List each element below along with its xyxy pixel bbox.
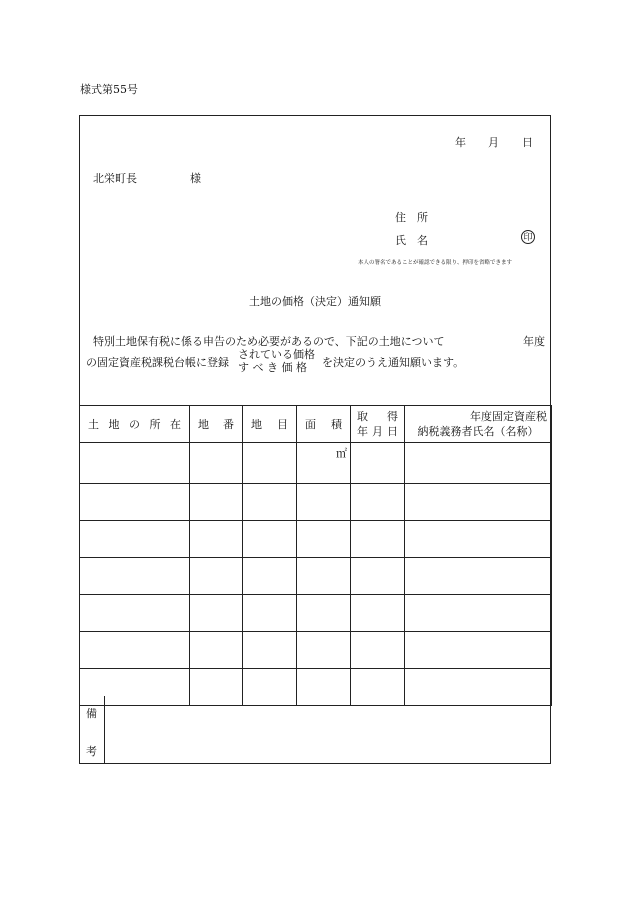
cell-acquired[interactable] [351, 558, 405, 595]
header-location: 土地の所在 [80, 406, 190, 443]
form-number: 様式第55号 [80, 83, 138, 96]
cell-category[interactable] [243, 558, 297, 595]
table-header-row [80, 406, 552, 443]
cell-lot-number[interactable] [190, 484, 243, 521]
cell-category[interactable] [243, 521, 297, 558]
cell-taxpayer[interactable] [405, 558, 552, 595]
remarks-label-top: 備 [86, 707, 97, 720]
cell-lot-number[interactable] [190, 443, 243, 484]
header-acquired-line1: 取 得 [357, 410, 398, 423]
cell-location[interactable] [80, 632, 190, 669]
cell-taxpayer[interactable] [405, 595, 552, 632]
option-registered-price: されている価格 [238, 348, 315, 361]
table-row [80, 595, 552, 632]
cell-category[interactable] [243, 632, 297, 669]
cell-acquired[interactable] [351, 595, 405, 632]
cell-lot-number[interactable] [190, 595, 243, 632]
table-row [80, 484, 552, 521]
body-year: 年度 [523, 335, 545, 348]
addressee-name: 北栄町長 [93, 172, 137, 185]
address-label-2: 所 [417, 211, 428, 224]
cell-location[interactable] [80, 443, 190, 484]
document-title: 土地の価格（決定）通知願 [249, 295, 381, 308]
header-taxpayer-line2: 納税義務者氏名（名称） [417, 425, 539, 438]
header-area: 面積 [297, 406, 351, 443]
body-line-1: 特別土地保有税に係る申告のため必要があるので、下記の土地について [93, 335, 445, 348]
cell-lot-number[interactable] [190, 558, 243, 595]
date-year-label: 年 [455, 136, 466, 149]
cell-location[interactable] [80, 484, 190, 521]
name-label-2: 名 [417, 234, 428, 247]
remarks-box[interactable] [79, 696, 551, 764]
cell-area[interactable] [297, 443, 351, 484]
remarks-label [79, 696, 105, 764]
cell-category[interactable] [243, 595, 297, 632]
name-label-1: 氏 [395, 234, 406, 247]
cell-taxpayer[interactable] [405, 484, 552, 521]
addressee-honorific: 様 [190, 172, 201, 185]
cell-location[interactable] [80, 521, 190, 558]
date-day-label: 日 [522, 136, 533, 149]
date-month-label: 月 [488, 136, 499, 149]
cell-location[interactable] [80, 595, 190, 632]
cell-area[interactable] [297, 558, 351, 595]
cell-area[interactable] [297, 595, 351, 632]
cell-category[interactable] [243, 484, 297, 521]
table-row [80, 443, 552, 484]
cell-taxpayer[interactable] [405, 443, 552, 484]
header-acquired-line2: 年 月 日 [357, 425, 398, 438]
seal-mark: 印 [521, 230, 535, 244]
area-unit: ㎡ [336, 447, 347, 460]
cell-lot-number[interactable] [190, 521, 243, 558]
table-row [80, 521, 552, 558]
header-acquired [351, 406, 405, 443]
table-row [80, 632, 552, 669]
cell-acquired[interactable] [351, 484, 405, 521]
cell-category[interactable] [243, 443, 297, 484]
address-label-1: 住 [395, 211, 406, 224]
cell-area[interactable] [297, 521, 351, 558]
land-table [79, 405, 552, 706]
option-price-to-register: す べ き 価 格 [238, 361, 307, 374]
cell-taxpayer[interactable] [405, 521, 552, 558]
cell-area[interactable] [297, 632, 351, 669]
remarks-label-bottom: 考 [86, 745, 97, 758]
cell-lot-number[interactable] [190, 632, 243, 669]
header-lot-number: 地番 [190, 406, 243, 443]
header-taxpayer-line1: 年度固定資産税 [470, 410, 547, 423]
body-line-2-prefix: の固定資産税課税台帳に登録 [86, 356, 229, 369]
cell-area[interactable] [297, 484, 351, 521]
cell-acquired[interactable] [351, 521, 405, 558]
seal-note: 本人の署名であることが確認できる限り、押印を省略できます [358, 260, 513, 266]
cell-acquired[interactable] [351, 632, 405, 669]
table-row [80, 558, 552, 595]
header-taxpayer [405, 406, 552, 443]
header-category: 地目 [243, 406, 297, 443]
cell-location[interactable] [80, 558, 190, 595]
body-line-2-suffix: を決定のうえ通知願います。 [322, 356, 465, 369]
cell-acquired[interactable] [351, 443, 405, 484]
cell-taxpayer[interactable] [405, 632, 552, 669]
